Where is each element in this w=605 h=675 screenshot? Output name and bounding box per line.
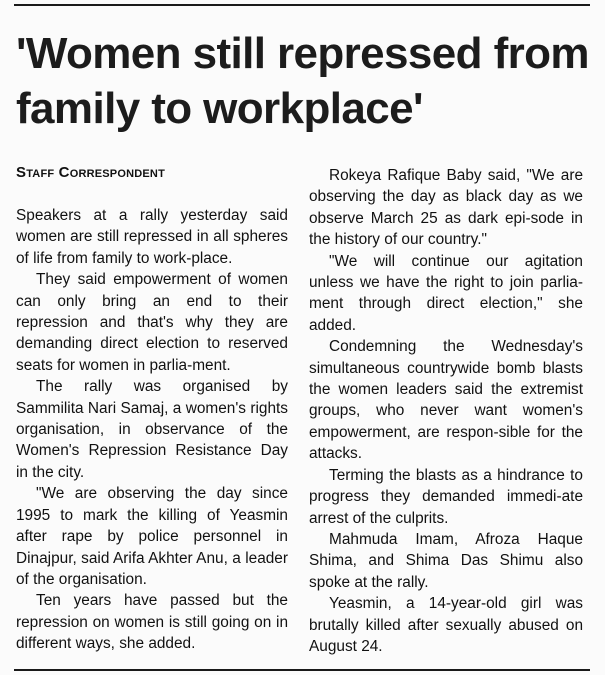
paragraph: Rokeya Rafique Baby said, "We are observing the day as black day as we observe March 25 as dark epi-sode in the history of our country." xyxy=(309,167,583,249)
paragraph: Yeasmin, a 14-year-old girl was brutally killed after sexually abused on August 24. xyxy=(309,595,583,655)
headline: 'Women still repressed from family to workplace' xyxy=(16,29,589,133)
byline: Staff Correspondent xyxy=(16,164,165,181)
paragraph: Condemning the Wednesday's simultaneous countrywide bomb blasts the women leaders said the extremist groups, who never want women's empowerment, are respon-sible for the attacks. xyxy=(309,338,583,463)
left-column xyxy=(16,205,288,655)
paragraph: Ten years have passed but the repression on women is still going on in different ways, she added. xyxy=(16,592,288,653)
paragraph: Speakers at a rally yesterday said women are still repressed in all spheres of life from family to work-place. xyxy=(16,207,288,267)
bottom-rule xyxy=(14,669,590,671)
paragraph: Terming the blasts as a hindrance to progress they demanded immedi-ate arrest of the culprits. xyxy=(309,466,583,527)
paragraph: "We are observing the day since 1995 to mark the killing of Yeasmin after rape by police personnel in Dinajpur, said Arifa Akhter Anu, a leader of the organisation. xyxy=(16,485,288,588)
top-rule xyxy=(14,4,590,6)
paragraph: "We will continue our agitation unless we have the right to join parlia-ment through direct election," she added. xyxy=(309,252,583,334)
right-column xyxy=(309,165,583,657)
paragraph: They said empowerment of women can only bring an end to their repression and that's why they are demanding direct election to reserved seats for women in parlia-ment. xyxy=(16,271,288,374)
paragraph: Mahmuda Imam, Afroza Haque Shima, and Shima Das Shimu also spoke at the rally. xyxy=(309,530,583,591)
paragraph: The rally was organised by Sammilita Nari Samaj, a women's rights organisation, in observance of the Women's Repression Resistance Day in the city. xyxy=(16,378,288,481)
